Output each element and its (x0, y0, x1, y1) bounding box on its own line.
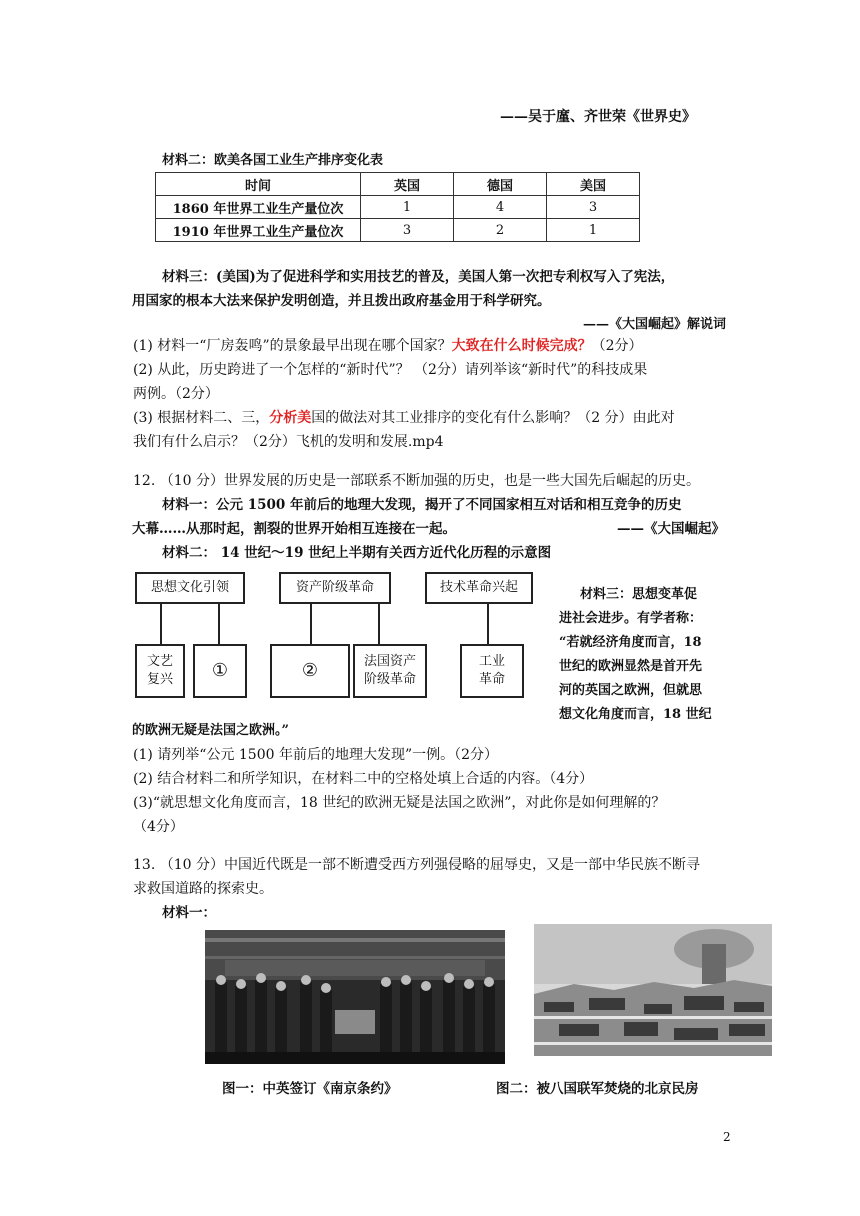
q12-question-3-cont: （4分） (133, 819, 184, 835)
q12-question-3: (3)“就思想文化角度而言，18 世纪的欧洲无疑是法国之欧洲”，对此你是如何理解的？ (133, 795, 666, 811)
treaty-signing-photo (205, 930, 505, 1064)
diagram-connector (487, 602, 489, 644)
diagram-box-french-revolution: 法国资产 阶级革命 (353, 644, 427, 698)
table-row (156, 219, 640, 242)
diagram-connector (378, 602, 380, 644)
q11-q1-highlight: 大致在什么时候完成？ (451, 338, 592, 354)
q11-question-3 (133, 409, 675, 427)
material3-line: 用国家的根本大法来保护发明创造，并且拨出政府基金用于科学研究。 (132, 293, 551, 309)
industry-ranking-table (155, 172, 640, 242)
diagram-box-industrial-revolution: 工业 革命 (460, 644, 524, 698)
q11-question-2: (2) 从此，历史跨进了一个怎样的“新时代”？ （2分）请列举该“新时代”的科技成果 (133, 362, 648, 378)
page-number: 2 (723, 1130, 731, 1144)
q13-material1-label: 材料一： (162, 905, 216, 921)
table-row (156, 196, 640, 219)
q11-question-1 (133, 337, 643, 355)
table-header: 英国 (361, 173, 454, 196)
burned-houses-photo (534, 924, 772, 1056)
material3-line: 材料三：(美国)为了促进科学和实用技艺的普及，美国人第一次把专利权写入了宪法， (162, 269, 675, 285)
q11-question-3-cont (133, 433, 444, 451)
table-cell: 1910 年世界工业生产量位次 (156, 219, 361, 242)
q11-q1-score: （2分） (591, 338, 643, 354)
source-line: ——吴于廑、齐世荣《世界史》 (500, 109, 696, 125)
diagram-top-box-culture: 思想文化引领 (135, 572, 245, 604)
q12-material3-line: 材料三：思想变革促 (580, 587, 698, 602)
q11-q3-highlight: 分析美 (269, 410, 312, 426)
q12-material1-line: 大幕……从那时起，割裂的世界开始相互连接在一起。 (132, 521, 456, 537)
table-cell: 4 (454, 196, 547, 219)
q13-intro-cont: 求救国道路的探索史。 (133, 881, 273, 897)
q12-material3-last: 的欧洲无疑是法国之欧洲。” (132, 723, 289, 738)
q12-intro: 12. （10 分）世界发展的历史是一部联系不断加强的历史，也是一些大国先后崛起的历史。 (133, 473, 700, 489)
table-cell: 3 (361, 219, 454, 242)
q12-material1-source: ——《大国崛起》 (617, 521, 725, 537)
table-header: 时间 (156, 173, 361, 196)
q11-question-2-cont: 两例。（2分） (133, 386, 219, 402)
q12-material3-line: “若就经济角度而言，18 (559, 635, 702, 650)
q11-q3-text: (3) 根据材料二、三， (133, 410, 270, 426)
q11-q3-line2: 我们有什么启示？（2分）飞机的发明和发展.mp4 (133, 434, 444, 450)
q12-question-1: (1) 请列举“公元 1500 年前后的地理大发现”一例。（2分） (133, 747, 499, 763)
diagram-blank-1: ① (193, 644, 247, 698)
q12-question-2: (2) 结合材料二和所学知识，在材料二中的空格处填上合适的内容。（4分） (133, 771, 594, 787)
diagram-top-box-technology: 技术革命兴起 (425, 572, 533, 604)
table-header-row (156, 173, 640, 196)
material2-title: 材料二：欧美各国工业生产排序变化表 (162, 153, 384, 168)
table-cell: 3 (547, 196, 640, 219)
table-cell: 1 (361, 196, 454, 219)
diagram-blank-2: ② (270, 644, 350, 698)
table-cell: 1860 年世界工业生产量位次 (156, 196, 361, 219)
diagram-connector (310, 602, 312, 644)
q12-material3-line: 想文化角度而言，18 世纪 (559, 707, 712, 722)
diagram-top-box-revolution: 资产阶级革命 (279, 572, 391, 604)
table-cell: 1 (547, 219, 640, 242)
table-header: 美国 (547, 173, 640, 196)
photo1-caption: 图一：中英签订《南京条约》 (222, 1081, 398, 1097)
q12-material3-line: 世纪的欧洲显然是首开先 (559, 659, 703, 674)
photo2-caption: 图二：被八国联军焚烧的北京民房 (496, 1081, 699, 1097)
diagram-box-renaissance: 文艺 复兴 (135, 644, 185, 698)
table-header: 德国 (454, 173, 547, 196)
q12-material2-title: 材料二： 14 世纪～19 世纪上半期有关西方近代化历程的示意图 (162, 545, 552, 561)
q11-q1-text: (1) 材料一“厂房轰鸣”的景象最早出现在哪个国家？ (133, 338, 452, 354)
diagram-connector (218, 602, 220, 644)
q12-material3-line: 进社会进步。有学者称： (559, 611, 703, 626)
diagram-connector (160, 602, 162, 644)
q13-intro: 13. （10 分）中国近代既是一部不断遭受西方列强侵略的屈辱史，又是一部中华民族不断寻 (133, 857, 700, 873)
q12-material1-line: 材料一：公元 1500 年前后的地理大发现，揭开了不同国家相互对话和相互竞争的历史 (162, 497, 682, 513)
q12-material3-line: 河的英国之欧洲，但就思 (559, 683, 703, 698)
material3-source: ——《大国崛起》解说词 (583, 317, 727, 332)
q11-q3-text-b: 国的做法对其工业排序的变化有什么影响？（2 分）由此对 (311, 410, 675, 426)
table-cell: 2 (454, 219, 547, 242)
